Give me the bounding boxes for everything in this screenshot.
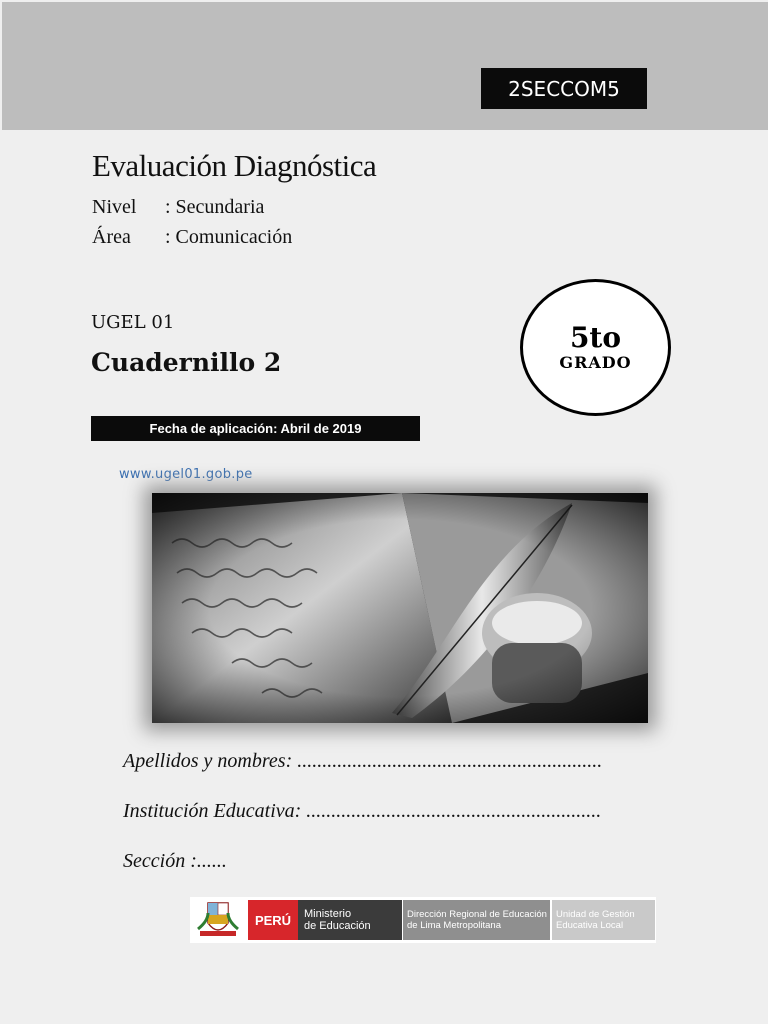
website-link[interactable]: www.ugel01.gob.pe xyxy=(119,467,253,482)
area-row xyxy=(92,226,292,249)
ugel-line2: Educativa Local xyxy=(556,920,624,931)
area-value: : Comunicación xyxy=(165,226,293,248)
level-label: Nivel xyxy=(92,196,137,218)
header-band xyxy=(2,2,768,130)
dre-line1: Dirección Regional de Educación xyxy=(407,909,547,920)
ugel-logo xyxy=(552,900,655,940)
grade-badge xyxy=(520,279,671,416)
application-date-bar: Fecha de aplicación: Abril de 2019 xyxy=(91,416,420,441)
grade-word: GRADO xyxy=(559,353,632,372)
peru-coat-of-arms-icon xyxy=(192,899,244,941)
names-field[interactable]: Apellidos y nombres: ............................................................. xyxy=(123,750,603,772)
ministry-line1: Ministerio xyxy=(304,908,352,920)
institutional-logos xyxy=(190,897,656,943)
peru-logo: PERÚ xyxy=(248,900,298,940)
ministry-line2: de Educación xyxy=(304,920,371,932)
area-label: Área xyxy=(92,226,131,248)
institution-field[interactable]: Institución Educativa: ........................................................... xyxy=(123,800,602,822)
section-field[interactable]: Sección :...... xyxy=(123,850,227,872)
document-code-badge: 2SECCOM5 xyxy=(481,68,647,109)
grade-number: 5to xyxy=(569,321,622,354)
ugel-line1: Unidad de Gestión xyxy=(556,909,635,920)
regional-directorate-logo xyxy=(403,900,550,940)
dre-line2: de Lima Metropolitana xyxy=(407,920,501,931)
quill-and-letter-image xyxy=(152,493,648,723)
level-value: : Secundaria xyxy=(165,196,265,218)
ministry-logo xyxy=(298,900,402,940)
page-title: Evaluación Diagnóstica xyxy=(92,148,377,183)
level-row xyxy=(92,196,264,219)
ugel-label: UGEL 01 xyxy=(91,312,175,333)
booklet-title: Cuadernillo 2 xyxy=(91,348,282,377)
